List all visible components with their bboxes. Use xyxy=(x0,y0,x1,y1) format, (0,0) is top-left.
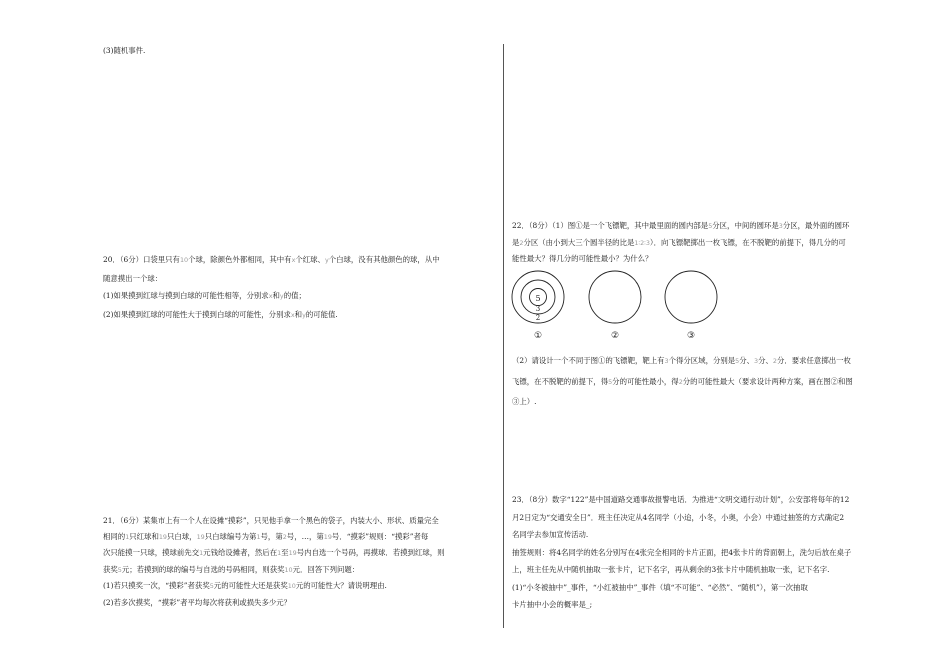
question-20 xyxy=(103,253,493,322)
fig-number-2: ② xyxy=(610,331,620,341)
q21-line4: 获奖5元；若摸到的球的编号与自选的号码相同，则获奖10元．回答下列问题： xyxy=(103,564,360,574)
fig-label-3: 3 xyxy=(535,305,541,313)
question-21 xyxy=(103,513,493,610)
dartboard-2-circle xyxy=(589,271,641,323)
q23-line6: (1)“小冬被抽中”_事件，“小红被抽中”_事件（填“不可能”、“必然”、“随机”），第一次抽取 xyxy=(512,582,808,592)
q21-line3: 次只能摸一只球，摸球前先交1元钱给设摊者，然后在1至19号内自选一个号码，再摸球．若摸到红球，则 xyxy=(103,548,445,557)
question-22-part2 xyxy=(512,351,910,412)
q22-part2-line2: 飞镖，在不脱靶的前提下，得5分的可能性最小，得2分的可能性最大（要求设计两种方案，画在图②和图 xyxy=(512,376,853,386)
q20-part1: (1)如果摸到红球与摸到白球的可能性相等，分别求x和y的值； xyxy=(103,291,306,300)
q21-part1: (1)若只摸奖一次，“摸彩”者获奖5元的可能性大还是获奖10元的可能性大？请说明理由. xyxy=(103,581,387,590)
q22-line3: 能性最大？得几分的可能性最小？为什么？ xyxy=(512,254,653,263)
fig-number-1: ① xyxy=(533,331,543,341)
column-divider xyxy=(503,44,504,628)
q19-item3-text: (3)随机事件. xyxy=(103,46,146,55)
q23-line4: 抽签规则：将4名同学的姓名分别写在4张完全相同的卡片正面，把4张卡片的背面朝上，洗匀后放在桌子 xyxy=(512,547,852,557)
q23-line7: 卡片抽中小会的概率是_; xyxy=(512,600,593,609)
dartboard-figures xyxy=(510,270,720,342)
question-23 xyxy=(512,491,910,614)
q21-part2: (2)若多次摸奖，“摸彩”者平均每次将获利或损失多少元？ xyxy=(103,597,292,607)
q22-part2-line1: （2）请设计一个不同于图①的飞镖靶，靶上有3个得分区域，分别是5分、3分、2分．要求任意掷出一枚 xyxy=(512,356,851,365)
question-22 xyxy=(512,218,910,267)
fig-label-2: 2 xyxy=(535,314,541,322)
q23-line2: 月2日定为“交通安全日”．班主任决定从4名同学（小迨，小冬，小奥，小会）中通过抽签的方式确定2 xyxy=(512,512,845,522)
q19-item3 xyxy=(103,44,493,58)
q20-part2: (2)如果摸到红球的可能性大于摸到白球的可能性，分别求x和y的可能值. xyxy=(103,309,338,319)
q23-line1: 23．（8分）数字“122”是中国道路交通事故报警电话．为推进“文明交通行动计划”，公安部将每年的12 xyxy=(512,495,850,504)
q22-line1: 22．（8分）（1）图①是一个飞镖靶，其中最里面的圆内部是5分区，中间的圆环是3分区，最外面的圆环 xyxy=(512,221,850,230)
fig-label-5: 5 xyxy=(535,294,541,303)
q22-part2-line3: ③上）. xyxy=(512,397,537,406)
q20-line1: 20．（6分）口袋里只有10个球，除颜色外都相同，其中有x个红球、y个白球，没有其他颜色的球，从中 xyxy=(103,255,440,264)
fig-number-3: ③ xyxy=(686,331,696,341)
q23-line3: 名同学去参加宣传活动. xyxy=(512,530,589,539)
q23-line5: 上，班主任先从中随机抽取一张卡片，记下名字，再从剩余的3张卡片中随机抽取一张，记下名字. xyxy=(512,565,830,574)
q22-line2: 是2分区（由小到大三个圆半径的比是1∶2∶3）．向飞镖靶掷出一枚飞镖，在不脱靶的前提下，得几分的可 xyxy=(512,237,846,247)
dartboard-3-circle xyxy=(665,271,717,323)
q21-line1: 21．（6分）某集市上有一个人在设摊“摸彩”，只见他手拿一个黑色的袋子，内装大小、形状、质量完全 xyxy=(103,516,439,525)
q20-line2: 随意摸出一个球： xyxy=(103,273,163,283)
q21-line2: 相同的1只红球和19只白球，19只白球编号为第1号，第2号，…，第19号．“摸彩”规则：“摸彩”者每 xyxy=(103,531,429,541)
